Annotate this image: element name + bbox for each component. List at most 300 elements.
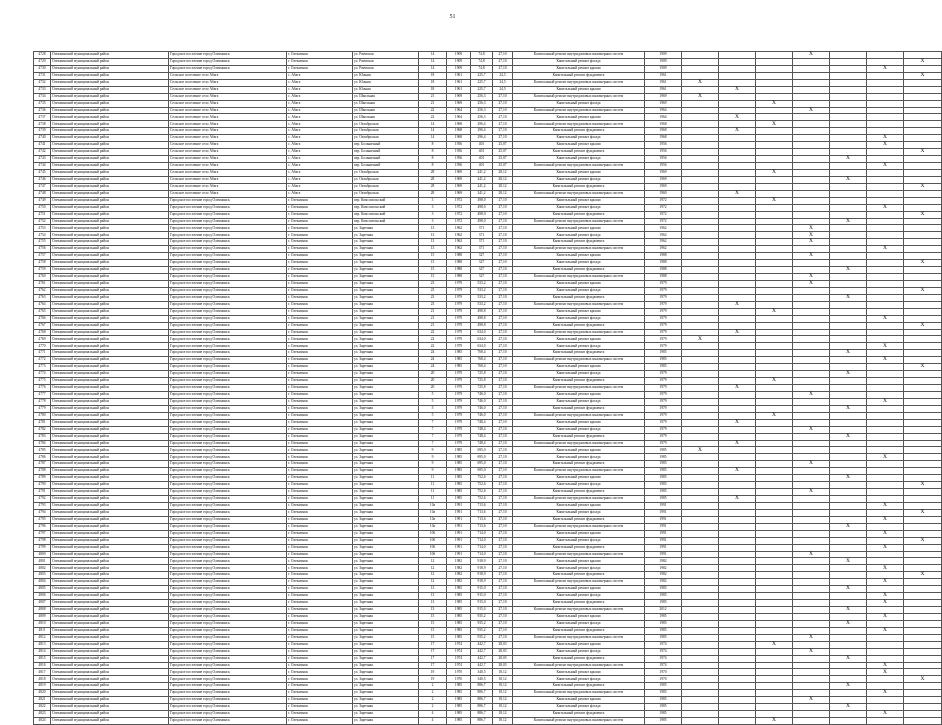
table-cell <box>830 121 867 128</box>
table-cell: 1979 <box>645 322 682 329</box>
table-cell: 768,4 <box>471 350 493 357</box>
table-cell <box>756 239 793 246</box>
table-cell: Городское поселение город Олекминск <box>169 565 287 572</box>
table-cell: 1970 <box>645 676 682 683</box>
table-cell: ул. Заречная <box>353 274 419 281</box>
table-cell: г. Олекминск <box>287 600 353 607</box>
table-cell: Олекминский муниципальный район <box>51 58 169 65</box>
table-cell <box>682 100 719 107</box>
table-row <box>34 565 942 572</box>
table-cell: 4810 <box>34 620 51 627</box>
table-cell <box>904 135 942 142</box>
table-cell <box>719 641 756 648</box>
table-cell: Олекминский муниципальный район <box>51 280 169 287</box>
table-cell: Капитальный ремонт внутридомовых инженерных систем <box>513 79 645 86</box>
table-cell: 27,10 <box>493 579 513 586</box>
table-cell: 4779 <box>34 405 51 412</box>
table-row <box>34 461 942 468</box>
table-cell <box>756 475 793 482</box>
table-cell: Капитальный ремонт крыши <box>513 197 645 204</box>
table-cell <box>867 169 904 176</box>
table-cell: 2012 <box>645 607 682 614</box>
table-cell: 340,5 <box>471 676 493 683</box>
table-cell: 27,10 <box>493 52 513 59</box>
table-cell <box>830 93 867 100</box>
table-cell: ул. Заречная <box>353 551 419 558</box>
table-cell: 1985 <box>447 607 471 614</box>
table-cell <box>682 655 719 662</box>
table-cell: Олекминский муниципальный район <box>51 683 169 690</box>
table-cell: 27,10 <box>493 461 513 468</box>
table-cell: Городское поселение город Олекминск <box>169 683 287 690</box>
table-cell <box>830 447 867 454</box>
table-cell: 1988 <box>447 260 471 267</box>
table-cell: 1974 <box>645 648 682 655</box>
table-row <box>34 697 942 704</box>
table-cell <box>719 523 756 530</box>
table-cell <box>904 79 942 86</box>
table-cell <box>756 697 793 704</box>
table-cell: 4777 <box>34 391 51 398</box>
table-cell: 27,10 <box>493 378 513 385</box>
table-cell: 1974 <box>645 641 682 648</box>
table-cell: Городское поселение город Олекминск <box>169 225 287 232</box>
table-cell <box>830 225 867 232</box>
table-cell: г. Олекминск <box>287 412 353 419</box>
table-cell <box>830 551 867 558</box>
table-cell <box>719 176 756 183</box>
table-cell: 4792 <box>34 496 51 503</box>
table-cell: пер. Комсомольский <box>353 218 419 225</box>
table-cell: 27,10 <box>493 551 513 558</box>
table-cell: 1974 <box>447 662 471 669</box>
table-cell: Олекминский муниципальный район <box>51 551 169 558</box>
table-cell <box>904 447 942 454</box>
table-cell <box>904 343 942 350</box>
table-cell <box>682 274 719 281</box>
table-cell: Капитальный ремонт фасада <box>513 232 645 239</box>
table-cell <box>719 169 756 176</box>
table-cell: г. Олекминск <box>287 260 353 267</box>
table-cell: 4802 <box>34 565 51 572</box>
table-cell <box>719 586 756 593</box>
table-cell: Капитальный ремонт крыши <box>513 502 645 509</box>
table-cell: Капитальный ремонт фасада <box>513 398 645 405</box>
table-cell: 1979 <box>645 280 682 287</box>
table-cell: Олекминский муниципальный район <box>51 613 169 620</box>
table-cell: 27,10 <box>493 371 513 378</box>
table-cell <box>830 662 867 669</box>
table-cell <box>867 468 904 475</box>
table-cell: 27,10 <box>493 315 513 322</box>
table-cell: 1979 <box>645 405 682 412</box>
table-cell: ул. Октябрьская <box>353 190 419 197</box>
table-cell: X <box>682 79 719 86</box>
table-cell: 9 <box>419 468 447 475</box>
table-cell <box>867 267 904 274</box>
table-cell <box>719 197 756 204</box>
table-cell: 27,10 <box>493 426 513 433</box>
table-cell: X <box>719 86 756 93</box>
table-cell: 7 <box>419 433 447 440</box>
table-cell: X <box>793 107 830 114</box>
table-row <box>34 72 942 79</box>
table-cell: Капитальный ремонт фундамента <box>513 433 645 440</box>
table-cell: 4758 <box>34 260 51 267</box>
table-cell: 1985 <box>645 718 682 725</box>
table-cell <box>867 253 904 260</box>
table-cell <box>682 128 719 135</box>
table-cell: X <box>867 544 904 551</box>
table-cell: Капитальный ремонт фундамента <box>513 489 645 496</box>
table-cell: Олекминский муниципальный район <box>51 489 169 496</box>
table-cell: 1985 <box>447 613 471 620</box>
table-cell: X <box>904 183 942 190</box>
table-cell: Олекминский муниципальный район <box>51 627 169 634</box>
table-cell <box>756 183 793 190</box>
table-cell: 695,0 <box>471 468 493 475</box>
table-cell: 1979 <box>645 294 682 301</box>
table-cell: 1985 <box>645 482 682 489</box>
table-cell: 1985 <box>447 496 471 503</box>
table-cell <box>830 669 867 676</box>
table-cell: 22 <box>419 336 447 343</box>
table-cell: Городское поселение город Олекминск <box>169 440 287 447</box>
table-cell: 27,10 <box>493 280 513 287</box>
table-cell: г. Олекминск <box>287 454 353 461</box>
table-cell: Олекминский муниципальный район <box>51 176 169 183</box>
table-cell: Капитальный ремонт внутридомовых инженерных систем <box>513 218 645 225</box>
table-cell <box>904 405 942 412</box>
table-cell: Городское поселение город Олекминск <box>169 239 287 246</box>
table-cell: 27,10 <box>493 350 513 357</box>
table-cell <box>682 350 719 357</box>
table-cell <box>682 676 719 683</box>
table-cell: 1979 <box>447 322 471 329</box>
table-cell <box>793 718 830 725</box>
table-cell: пер. Больничный <box>353 156 419 163</box>
table-cell: 1970 <box>645 669 682 676</box>
table-cell <box>719 683 756 690</box>
table-cell: 4734 <box>34 93 51 100</box>
table-cell: 1988 <box>645 253 682 260</box>
table-cell: ул. Школьная <box>353 114 419 121</box>
table-row <box>34 426 942 433</box>
table-cell <box>719 371 756 378</box>
table-cell <box>682 197 719 204</box>
table-cell: ул. Заречная <box>353 627 419 634</box>
table-cell: Городское поселение город Олекминск <box>169 641 287 648</box>
table-cell: г. Олекминск <box>287 613 353 620</box>
table-cell: 1985 <box>447 697 471 704</box>
table-cell: 10а <box>419 516 447 523</box>
table-cell: 27,10 <box>493 287 513 294</box>
table-cell: 4773 <box>34 364 51 371</box>
table-cell <box>904 627 942 634</box>
table-cell: 4736 <box>34 107 51 114</box>
table-cell: Олекминский муниципальный район <box>51 711 169 718</box>
table-row <box>34 613 942 620</box>
table-cell <box>682 357 719 364</box>
table-cell: 1985 <box>645 454 682 461</box>
table-cell: 241,2 <box>471 183 493 190</box>
table-cell: X <box>793 232 830 239</box>
table-cell: X <box>719 114 756 121</box>
table-cell: 1970 <box>447 676 471 683</box>
table-cell <box>682 322 719 329</box>
table-cell <box>904 301 942 308</box>
table-cell: 27,10 <box>493 260 513 267</box>
table-cell <box>904 669 942 676</box>
table-cell: 1985 <box>447 364 471 371</box>
table-row <box>34 496 942 503</box>
table-cell: ул. Заречная <box>353 433 419 440</box>
table-cell <box>904 600 942 607</box>
table-cell <box>756 676 793 683</box>
table-cell: 746,0 <box>471 405 493 412</box>
table-cell: 1985 <box>645 468 682 475</box>
table-cell: Капитальный ремонт крыши <box>513 169 645 176</box>
table-row <box>34 523 942 530</box>
table-row <box>34 301 942 308</box>
table-cell: Олекминский муниципальный район <box>51 655 169 662</box>
table-cell <box>756 267 793 274</box>
table-cell <box>682 704 719 711</box>
table-cell: 4811 <box>34 627 51 634</box>
table-cell: Капитальный ремонт внутридомовых инженерных систем <box>513 190 645 197</box>
table-cell: 886,7 <box>471 697 493 704</box>
table-cell <box>682 190 719 197</box>
table-row <box>34 107 942 114</box>
table-cell: X <box>904 72 942 79</box>
table-cell: Капитальный ремонт фасада <box>513 100 645 107</box>
table-cell <box>867 371 904 378</box>
table-cell: 4771 <box>34 350 51 357</box>
table-cell <box>682 398 719 405</box>
table-cell: Олекминский муниципальный район <box>51 391 169 398</box>
table-cell <box>719 690 756 697</box>
table-cell: 27,10 <box>493 523 513 530</box>
table-cell: ул. Заречная <box>353 565 419 572</box>
table-cell: г. Олекминск <box>287 329 353 336</box>
table-cell: 1979 <box>645 398 682 405</box>
table-row <box>34 343 942 350</box>
table-cell <box>830 357 867 364</box>
table-cell <box>793 114 830 121</box>
table-cell <box>719 454 756 461</box>
table-cell: 2 <box>419 683 447 690</box>
table-cell: Олекминский муниципальный район <box>51 169 169 176</box>
table-cell: X <box>830 267 867 274</box>
table-cell <box>793 516 830 523</box>
table-cell: г. Олекминск <box>287 385 353 392</box>
table-cell: 4733 <box>34 86 51 93</box>
table-cell: 4737 <box>34 114 51 121</box>
table-cell <box>756 669 793 676</box>
table-cell: г. Олекминск <box>287 211 353 218</box>
table-cell: X <box>904 509 942 516</box>
table-cell: 935,2 <box>471 620 493 627</box>
table-cell: Капитальный ремонт крыши <box>513 641 645 648</box>
table-cell <box>904 523 942 530</box>
table-cell <box>756 156 793 163</box>
table-cell: ул. Октябрьская <box>353 128 419 135</box>
table-cell <box>904 634 942 641</box>
table-cell <box>756 86 793 93</box>
table-cell: Олекминский муниципальный район <box>51 496 169 503</box>
table-row <box>34 142 942 149</box>
table-cell: 5 <box>419 398 447 405</box>
table-cell: 25,07 <box>493 142 513 149</box>
table-cell: 22 <box>419 114 447 121</box>
table-row <box>34 149 942 156</box>
table-cell: 28 <box>419 183 447 190</box>
table-cell <box>756 343 793 350</box>
table-cell: с. Абага <box>287 142 353 149</box>
table-row <box>34 718 942 725</box>
table-row <box>34 530 942 537</box>
table-cell: 4735 <box>34 100 51 107</box>
table-cell <box>756 516 793 523</box>
table-cell: 27,10 <box>493 440 513 447</box>
table-cell: X <box>830 433 867 440</box>
table-cell: 1991 <box>645 502 682 509</box>
table-cell: Капитальный ремонт фундамента <box>513 72 645 79</box>
table-cell <box>719 308 756 315</box>
table-cell: Капитальный ремонт фундамента <box>513 627 645 634</box>
table-cell: 1968 <box>645 135 682 142</box>
table-cell: 714,0 <box>471 537 493 544</box>
table-cell <box>719 627 756 634</box>
table-cell: 1982 <box>645 558 682 565</box>
table-row <box>34 482 942 489</box>
table-cell: г. Олекминск <box>287 669 353 676</box>
table-cell: X <box>867 579 904 586</box>
table-cell: Городское поселение город Олекминск <box>169 607 287 614</box>
table-cell: 4756 <box>34 246 51 253</box>
table-cell: 1979 <box>645 287 682 294</box>
table-cell: 27,10 <box>493 530 513 537</box>
table-cell <box>682 544 719 551</box>
table-cell: 27,10 <box>493 253 513 260</box>
table-cell: Городское поселение город Олекминск <box>169 516 287 523</box>
table-row <box>34 378 942 385</box>
table-cell <box>867 86 904 93</box>
table-cell <box>719 156 756 163</box>
table-cell: 8 <box>419 149 447 156</box>
table-cell: 1988 <box>645 274 682 281</box>
table-cell: Капитальный ремонт крыши <box>513 253 645 260</box>
table-cell <box>682 260 719 267</box>
table-cell <box>904 128 942 135</box>
table-cell: X <box>830 475 867 482</box>
table-cell <box>904 239 942 246</box>
table-cell: ул. Заречная <box>353 718 419 725</box>
table-cell: с. Абага <box>287 93 353 100</box>
table-cell: г. Олекминск <box>287 350 353 357</box>
table-cell: 1991 <box>447 523 471 530</box>
table-cell <box>756 551 793 558</box>
table-cell: Капитальный ремонт фасада <box>513 704 645 711</box>
table-cell: г. Олекминск <box>287 440 353 447</box>
table-cell: г. Олекминск <box>287 197 353 204</box>
table-row <box>34 593 942 600</box>
table-cell: 886,7 <box>471 718 493 725</box>
table-cell: 17 <box>419 655 447 662</box>
table-cell <box>793 218 830 225</box>
table-cell: 4765 <box>34 308 51 315</box>
table-cell: Сельское поселение село Абага <box>169 72 287 79</box>
table-cell: X <box>793 634 830 641</box>
table-cell: г. Олекминск <box>287 530 353 537</box>
table-cell: Олекминский муниципальный район <box>51 267 169 274</box>
table-cell: Капитальный ремонт фундамента <box>513 211 645 218</box>
table-cell: г. Олекминск <box>287 627 353 634</box>
table-cell: 27,10 <box>493 357 513 364</box>
table-cell: Капитальный ремонт внутридомовых инженерных систем <box>513 662 645 669</box>
table-cell: 27,10 <box>493 58 513 65</box>
table-cell: 4770 <box>34 343 51 350</box>
table-cell: 918,9 <box>471 558 493 565</box>
table-cell: 11 <box>419 489 447 496</box>
table-row <box>34 197 942 204</box>
table-cell: 27,10 <box>493 544 513 551</box>
table-cell: г. Олекминск <box>287 690 353 697</box>
table-cell: 28,12 <box>493 190 513 197</box>
table-cell: Олекминский муниципальный район <box>51 697 169 704</box>
table-cell <box>756 128 793 135</box>
table-cell: 24 <box>419 364 447 371</box>
table-cell <box>682 163 719 170</box>
table-row <box>34 683 942 690</box>
table-cell <box>756 114 793 121</box>
table-cell <box>719 426 756 433</box>
table-cell: 7 <box>419 440 447 447</box>
table-cell <box>793 183 830 190</box>
table-row <box>34 65 942 72</box>
table-cell: г. Олекминск <box>287 294 353 301</box>
table-cell <box>867 294 904 301</box>
table-cell: Капитальный ремонт крыши <box>513 86 645 93</box>
table-cell: Городское поселение город Олекминск <box>169 627 287 634</box>
table-row <box>34 350 942 357</box>
table-cell <box>756 579 793 586</box>
table-cell: Олекминский муниципальный район <box>51 509 169 516</box>
table-cell: Олекминский муниципальный район <box>51 218 169 225</box>
table-cell <box>830 163 867 170</box>
table-cell: 27,10 <box>493 274 513 281</box>
table-cell: 10б <box>419 551 447 558</box>
table-cell: 695,0 <box>471 454 493 461</box>
table-cell <box>682 516 719 523</box>
table-cell <box>904 294 942 301</box>
table-cell <box>867 79 904 86</box>
table-cell <box>904 218 942 225</box>
table-cell: 1985 <box>645 447 682 454</box>
table-cell: 533,2 <box>471 280 493 287</box>
table-cell <box>682 253 719 260</box>
table-cell <box>793 704 830 711</box>
table-cell: Капитальный ремонт фасада <box>513 287 645 294</box>
table-cell <box>719 239 756 246</box>
table-row <box>34 398 942 405</box>
table-cell <box>830 114 867 121</box>
table-cell: г. Олекминск <box>287 565 353 572</box>
table-cell <box>830 183 867 190</box>
table-cell: 1956 <box>645 142 682 149</box>
table-cell <box>756 509 793 516</box>
table-cell: Городское поселение город Олекминск <box>169 468 287 475</box>
